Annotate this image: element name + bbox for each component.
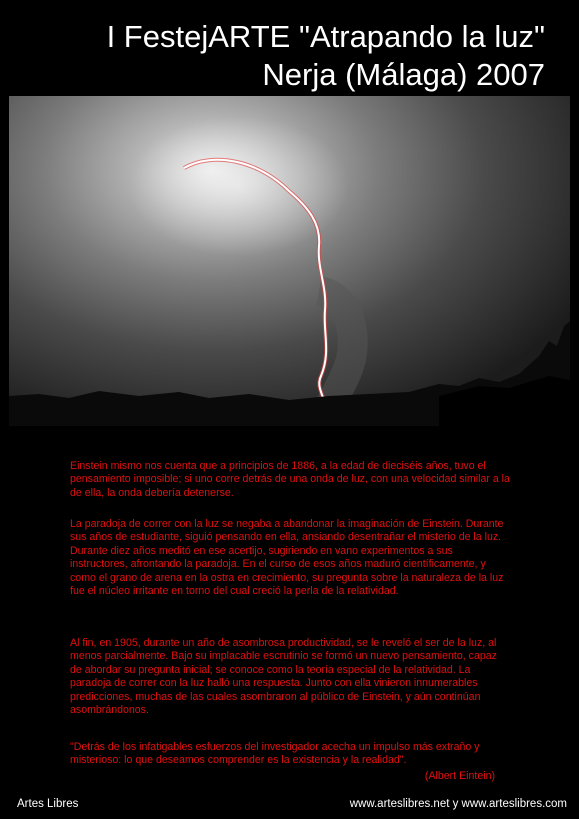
footer-websites[interactable]: www.arteslibres.net y www.arteslibres.com xyxy=(349,798,567,810)
lightning-photo xyxy=(9,96,570,466)
paragraph-3: Al fin, en 1905, durante un año de asombrosa productividad, se le reveló el ser de la luz, al menos parcialmente. Bajo su implacable escrutinio se formó un nuevo pensamiento, capaz de abordar su pregunta inicial; se conoce como la teoría especial de la relatividad. La paradoja de correr con la luz halló una respuesta. Junto con ella vinieron innumerables predicciones, muchas de las cuales asombraron al público de Einstein, y aún continúan asombrándonos. xyxy=(70,637,497,717)
footer-brand: Artes Libres xyxy=(17,798,79,810)
poster-title-line-2: Nerja (Málaga) 2007 xyxy=(262,57,545,92)
poster-title-line-1: I FestejARTE "Atrapando la luz" xyxy=(106,19,545,54)
quote-paragraph: "Detrás de los infatigables esfuerzos del investigador acecha un impulso más extraño y misterioso: lo que deseamos comprender es la existencia y la realidad". xyxy=(70,741,480,767)
paragraph-2: La paradoja de correr con la luz se negaba a abandonar la imaginación de Einstein. Durante sus años de estudiante, siguió pensando en ella, ansiando desentrañar el misterio de la luz. Durante diez años meditó en ese acertijo, sugiriendo en vano experimentos a sus instructores, afrontando la paradoja. En el curso de esos años maduró científicamente, y como el grano de arena en la ostra en crecimiento, su pregunta sobre la naturaleza de la luz fue el núcleo irritante en torno del cual creció la perla de la relatividad. xyxy=(70,518,504,598)
quote-author: (Albert Eintein) xyxy=(424,770,495,782)
paragraph-1: Einstein mismo nos cuenta que a principios de 1886, a la edad de dieciséis años, tuvo el pensamiento imposible; si uno corre detrás de una onda de luz, con una velocidad similar a la de ella, la onda debería detenerse. xyxy=(70,460,510,499)
